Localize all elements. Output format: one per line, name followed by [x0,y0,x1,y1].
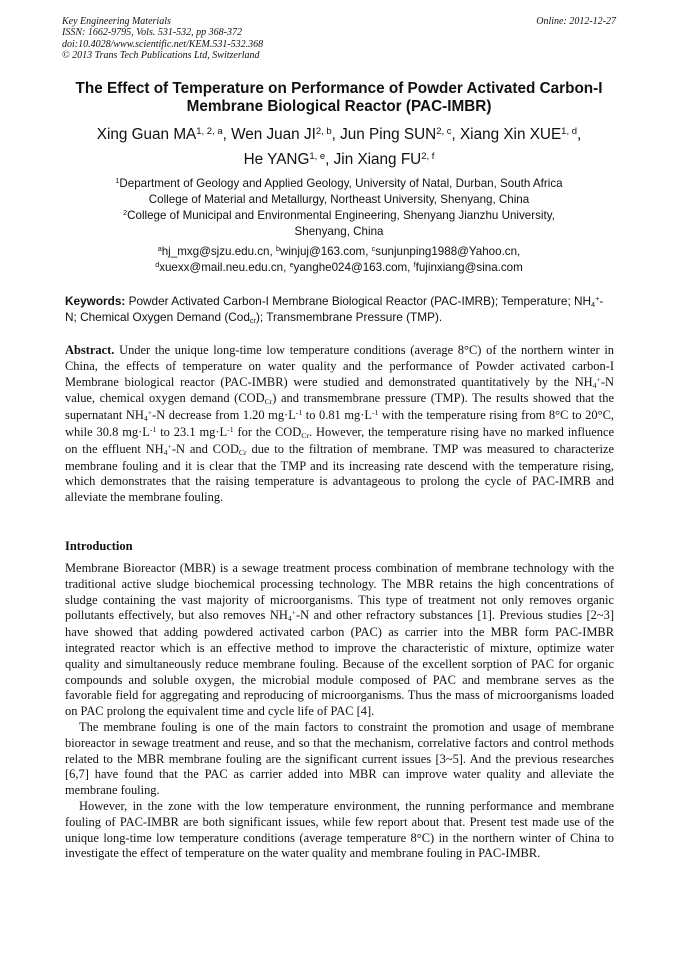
author-affil-mark: 1, d [561,126,577,137]
paragraph: The membrane fouling is one of the main factors to constraint the promotion and usage of membrane bioreactor in sewage treatment and reuse, and so that the mechanism, correlative factors and control methods related to the MBR membrane fouling are the significant current issues [3~5]. And the previous researches [6,7] have found that the PAC as carrier added into MBR can improve water quality and alleviate the membrane fouling. [65,719,614,798]
paragraph: However, in the zone with the low temperature environment, the running performance and membrane fouling of PAC-IMBR are both significant issues, while few report about that. Present test made use of the unique long-time low temperature conditions (average temperature 8°C) in the northern winter of China to investigate the effect of temperature on the water quality and membrane fouling in PAC-IMBR. [65,798,614,861]
author-affil-mark: 1, 2, a [196,126,223,137]
journal-name: Key Engineering Materials [62,16,171,27]
online-date: Online: 2012-12-27 [536,16,616,27]
email-link[interactable]: hj_mxg@sjzu.edu.cn, [161,245,273,258]
author-name: Wen Juan JI [231,126,316,143]
author-line-1: Xing Guan MA$^{1, 2, a}$, Wen Juan JI$^{2, b}$, Jun Ping SUN$^{2, c}$, Xiang Xin XUE$^{1, d}$, [96,126,582,143]
affiliation-number: 2 [123,208,128,217]
author-name: Xing Guan MA [96,126,197,143]
copyright-line: © 2013 Trans Tech Publications Ltd, Switzerland [62,50,260,62]
title-line-2: Membrane Biological Reactor (PAC-IMBR) [186,98,492,115]
introduction-body [65,561,614,862]
doi-line: doi:10.4028/www.scientific.net/KEM.531-532.368 [62,38,264,50]
abstract-label: Abstract. [65,343,115,357]
author-name: Xiang Xin XUE [459,126,562,143]
abstract-section: Abstract. Under the unique long-time low temperature conditions (average 8°C) of the northern winter in China, the effects of temperature on water quality and the performance of Powder activated carbon-I Membrane biological reactor (PAC-IMBR) were studied and demonstrated quantitatively by the $NH_4^+-N$ value, chemical oxygen demand $(COD_{Cr})$ and transmembrane pressure (TMP). The results showed that the supernatant $NH_4^+-N$ decrease from 1.20 $mg\cdot L^{-1}$ to 0.81 $mg\cdot L^{-1}$ with the temperature rising from 8°C to 20°C, while 30.8 $mg\cdot L^{-1}$ to 23.1 $mg\cdot L^{-1}$ for the $COD_{Cr}$. However, the temperature rising have no marked influence on the effluent $NH_4^+-N$ and $COD_{Cr}$ due to the filtration of membrane. TMP was measured to characterize membrane fouling and it is clear that the TMP and its increasing rate descend with the temperature rising, which demonstrates that the raising temperature is advantageous to prolong the cycle of PAC-IMRB and alleviate the membrane fouling. [65,343,615,505]
email-link[interactable]: sunjunping1988@Yahoo.cn, [375,245,521,258]
author-affil-mark: 2, f [421,151,435,162]
author-emails: $^a$hj_mxg@sjzu.edu.cn, $^b$winjuj@163.com, $^c$sunjunping1988@Yahoo.cn, $^d$xuexx@mail.neu.edu.cn, $^e$yanghe024@163.com, $^f$fujinxiang@sina.com [155,244,523,274]
email-link[interactable]: winjuj@163.com, [279,245,369,258]
affiliation-text: College of Municipal and Environmental Engineering, Shenyang Jianzhu University, [127,209,555,222]
author-name: Jin Xiang FU [333,151,422,168]
affiliation-text: Shenyang, China [294,224,384,238]
email-link[interactable]: xuexx@mail.neu.edu.cn, [159,260,287,274]
author-affil-mark: 2, c [436,126,452,137]
paper-title [40,80,638,116]
keywords-section: Keywords: Powder Activated Carbon-I Membrane Biological Reactor (PAC-IMRB); Temperature; $NH_4^+-N$; Chemical Oxygen Demand (Cod$_{cr}$); Transmembrane Pressure (TMP). [65,294,604,326]
email-link[interactable]: fujinxiang@sina.com [415,260,523,274]
affiliation-1 [40,176,638,207]
author-name: He YANG [243,151,310,168]
keywords-label: Keywords: [65,294,126,308]
paragraph: Membrane Bioreactor (MBR) is a sewage treatment process combination of membrane technology with the traditional active sludge biochemical processing technology. The MBR retains the high concentrations of sludge containing the vast majority of microorganisms. This type of treatment not only removes organic pollutants effectively, but also removes $NH_4^+-N$ and other refractory substances [1]. Previous studies [2~3] have showed that adding powdered activated carbon (PAC) as carrier into the MBR form PAC-IMBR integrated reactor which is an effective method to improve the characteristic of mixture, optimize water quality and simultaneously reduce membrane fouling. Because of the excellent sorption of PAC for organic compounds and soluble oxygen, the microbial module composed of PAC and membrane serves as the favorable field for aggregating and reproducing of microorganisms. Thus the mass of microorganisms loaded on PAC prolong the equivalent time and cycle life of PAC [4]. [65,561,614,719]
title-line-1: The Effect of Temperature on Performance of Powder Activated Carbon-I [75,80,603,97]
journal-header [62,16,263,62]
affiliation-2 [40,208,638,239]
author-affil-mark: 1, e [309,151,326,162]
affiliation-number: 1 [115,176,120,185]
author-affil-mark: 2, b [315,126,332,137]
author-name: Jun Ping SUN [340,126,437,143]
affiliation-text: College of Material and Metallurgy, Northeast University, Shenyang, China [148,192,530,206]
author-line-2: He YANG$^{1, e}$, Jin Xiang FU$^{2, f}$ [243,151,435,168]
author-list [40,122,638,172]
affiliation-text: Department of Geology and Applied Geology, University of Natal, Durban, South Africa [119,177,563,190]
introduction-heading: Introduction [65,539,133,553]
email-link[interactable]: yanghe024@163.com, [293,260,411,274]
issn-line: ISSN: 1662-9795, Vols. 531-532, pp 368-372 [62,27,242,39]
